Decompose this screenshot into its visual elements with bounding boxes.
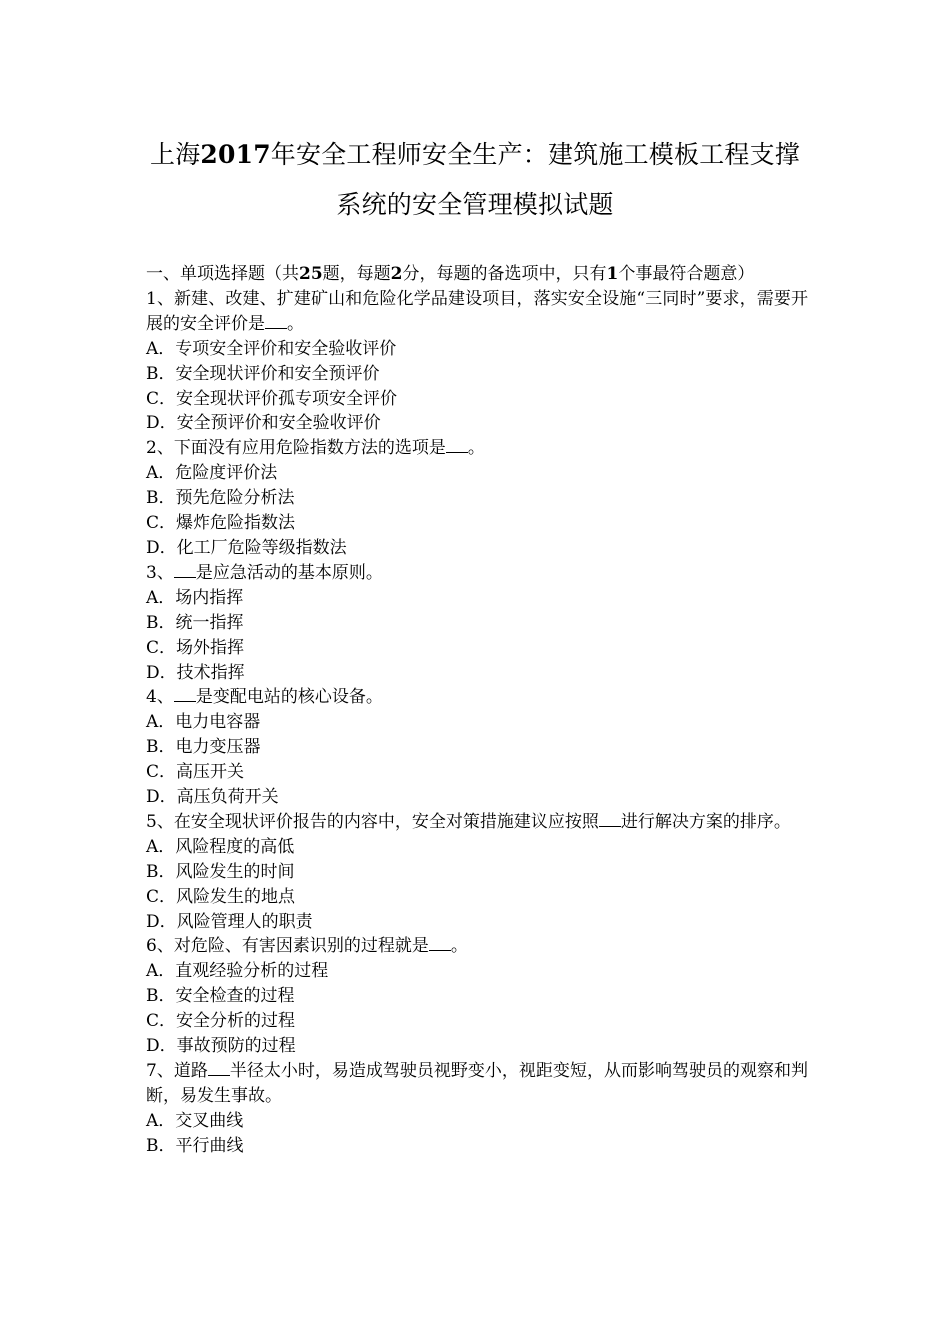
answer-option: B．电力变压器 bbox=[146, 737, 261, 758]
question-stem: 4、 是变配电站的核心设备。 bbox=[146, 687, 383, 708]
answer-option: A．交叉曲线 bbox=[146, 1110, 244, 1131]
question-stem: 6、对危险、有害因素识别的过程就是 。 bbox=[146, 936, 468, 957]
question-item bbox=[146, 685, 808, 810]
question-item bbox=[146, 934, 808, 1059]
answer-blank bbox=[208, 1061, 230, 1076]
answer-option: B．统一指挥 bbox=[146, 612, 244, 633]
section-header: 一、单项选择题（共25题，每题2分，每题的备选项中，只有1个事最符合题意） bbox=[146, 264, 755, 284]
question-item bbox=[146, 810, 808, 935]
answer-option: B．安全检查的过程 bbox=[146, 986, 295, 1007]
answer-option: C．场外指挥 bbox=[146, 637, 245, 658]
answer-option: D．事故预防的过程 bbox=[146, 1036, 296, 1057]
question-stem: 5、在安全现状评价报告的内容中，安全对策措施建议应按照 进行解决方案的排序。 bbox=[146, 811, 791, 832]
document-body bbox=[146, 262, 808, 1159]
answer-option: D．化工厂危险等级指数法 bbox=[146, 537, 347, 558]
answer-option: D．安全预评价和安全验收评价 bbox=[146, 413, 381, 434]
question-stem: 7、道路 半径太小时，易造成驾驶员视野变小，视距变短，从而影响驾驶员的观察和判断，易发生事故。 bbox=[146, 1061, 808, 1106]
answer-option: B．安全现状评价和安全预评价 bbox=[146, 363, 380, 384]
question-stem: 3、 是应急活动的基本原则。 bbox=[146, 562, 383, 583]
answer-option: A．危险度评价法 bbox=[146, 463, 278, 484]
answer-option: A．场内指挥 bbox=[146, 587, 244, 608]
answer-option: D．技术指挥 bbox=[146, 662, 245, 683]
answer-option: A．直观经验分析的过程 bbox=[146, 961, 329, 982]
answer-option: A．电力电容器 bbox=[146, 712, 261, 733]
answer-blank bbox=[446, 438, 468, 453]
question-list bbox=[146, 287, 808, 1159]
answer-option: B．预先危险分析法 bbox=[146, 488, 295, 509]
answer-option: C．安全现状评价孤专项安全评价 bbox=[146, 388, 398, 409]
answer-blank bbox=[429, 936, 451, 951]
answer-option: A．风险程度的高低 bbox=[146, 836, 295, 857]
title-line-1: 上海2017年安全工程师安全生产：建筑施工模板工程支撑 bbox=[150, 140, 800, 169]
question-stem: 1、新建、改建、扩建矿山和危险化学品建设项目，落实安全设施“三同时”要求，需要开展的安全评价是 。 bbox=[146, 288, 808, 334]
answer-option: D．高压负荷开关 bbox=[146, 787, 279, 808]
answer-blank bbox=[174, 687, 196, 702]
answer-option: B．平行曲线 bbox=[146, 1135, 244, 1156]
answer-option: C．高压开关 bbox=[146, 762, 245, 783]
answer-option: B．风险发生的时间 bbox=[146, 861, 295, 882]
question-item bbox=[146, 1059, 808, 1159]
answer-option: D．风险管理人的职责 bbox=[146, 911, 313, 932]
answer-option: C．风险发生的地点 bbox=[146, 886, 296, 907]
question-stem: 2、下面没有应用危险指数方法的选项是 。 bbox=[146, 438, 485, 459]
document-title bbox=[140, 130, 810, 230]
question-item bbox=[146, 436, 808, 561]
title-line-2: 系统的安全管理模拟试题 bbox=[336, 190, 614, 219]
question-item bbox=[146, 287, 808, 436]
answer-option: C．爆炸危险指数法 bbox=[146, 513, 296, 534]
answer-option: C．安全分析的过程 bbox=[146, 1011, 296, 1032]
answer-blank bbox=[265, 314, 287, 329]
answer-blank bbox=[174, 563, 196, 578]
question-item bbox=[146, 561, 808, 686]
answer-blank bbox=[599, 812, 621, 827]
answer-option: A．专项安全评价和安全验收评价 bbox=[146, 338, 397, 359]
